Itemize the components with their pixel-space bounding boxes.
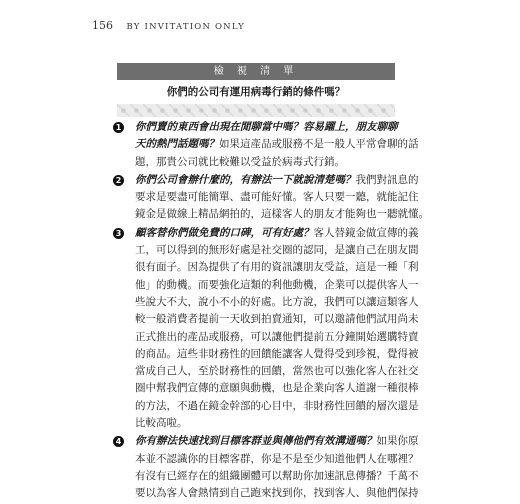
checklist-items [113, 119, 429, 504]
page-number: 156 [92, 19, 113, 32]
item-line [135, 277, 419, 294]
checklist-item [113, 172, 429, 224]
item-line [135, 225, 419, 242]
checklist-title-bar: 檢 視 清 單 [117, 63, 395, 80]
checklist-item [113, 225, 419, 433]
decorative-pattern-band [117, 104, 395, 117]
item-body-text: 較一般消費者提前一天收到拍賣通知，可以邀請他們試用尚未 [135, 313, 419, 326]
checklist-item [113, 119, 419, 171]
item-body-text: 的方法，不過在鏡金幹部的心目中，非財務性回饋的層次還是 [135, 399, 419, 412]
checklist-item [113, 433, 419, 502]
running-header [92, 19, 245, 32]
item-body-text: 本並不認識你的目標客群，你是不是至少知道他們人在哪裡？ [135, 452, 419, 465]
book-title: BY INVITATION ONLY [126, 22, 245, 32]
item-line [135, 398, 419, 415]
item-line [135, 119, 401, 136]
number-bullet: 3 [113, 228, 124, 239]
item-body-text: 如果你原 [376, 435, 419, 448]
item-line [135, 433, 419, 450]
item-body-text: 他」的動機。而要強化這類的利他動機，企業可以提供客人一 [135, 278, 419, 291]
item-body-text: 如果這產品或服務不是一般人平常會聊的話 [219, 138, 419, 151]
item-lead-question: 天的熱門話題嗎？ [135, 138, 219, 151]
item-line [135, 136, 419, 153]
item-body-text: 題，那貴公司就比較難以受益於病毒式行銷。 [135, 155, 345, 168]
number-bullet: 1 [113, 122, 124, 133]
item-body-text: 我們對訊息的 [355, 173, 419, 186]
item-body-text: 圈中幫我們宣傳的意願與動機，也是企業向客人道謝一種很棒 [135, 382, 419, 395]
item-line [135, 206, 429, 223]
item-body-text: 很有面子。因為提供了有用的資訊讓朋友受益，這是一種「利 [135, 261, 419, 274]
item-line [135, 294, 419, 311]
item-line [135, 311, 419, 328]
item-lead-question: 你們賣的東西會出現在閒聊當中嗎？容易躍上，朋友聊聊 [135, 121, 398, 133]
item-body-text: 正式推出的產品或服務，可以讓他們提前五分鐘開始選購特賣 [135, 330, 419, 343]
item-line [135, 468, 419, 485]
item-line [135, 154, 401, 171]
item-body-text: 比較高啦。 [135, 417, 188, 430]
item-line [135, 189, 419, 206]
item-body-text: 當成自己人，至於財務性的回饋，當然也可以強化客人在社交 [135, 365, 419, 378]
item-line [135, 259, 419, 276]
item-line [135, 346, 419, 363]
number-bullet: 4 [113, 436, 124, 447]
item-body-text: 鏡金是做線上精品網拍的，這樣客人的朋友才能夠也一聽就懂。 [135, 208, 429, 221]
checklist-question: 你們的公司有運用病毒行銷的條件嗎？ [166, 86, 346, 98]
item-lead-question: 顧客替你們做免費的口碑，可有好處？ [135, 226, 314, 239]
item-body-text: 工，可以得到的無形好處是社交圈的認同，是讓自己在朋友間 [135, 244, 419, 257]
item-line [135, 363, 419, 380]
item-body-text: 些說大不大，說小不小的好處。比方說，我們可以讓這類客人 [135, 295, 419, 308]
item-line [135, 485, 419, 502]
number-bullet: 2 [113, 175, 124, 186]
item-body-text: 要以為客人會熱情到自己跑來找到你，找到客人、與他們保持 [135, 487, 419, 500]
item-body-text: 有沒有已經存在的組織團體可以幫助你加速訊息傳播？千萬不 [135, 469, 419, 482]
item-body-text: 客人替鏡金做宣傳的義 [313, 226, 419, 239]
item-lead-question: 你有辦法快速找到目標客群並與傳他們有效溝通嗎？ [135, 435, 377, 448]
item-body-text: 要求是要盡可能簡單、盡可能好懂。客人只要一聽，就能記住 [135, 191, 419, 204]
item-lead-question: 你們公司會辦什麼的，有辦法一下就說清楚嗎？ [135, 173, 356, 186]
item-body-text: 的商品。這些非財務性的回饋能讓客人覺得受到珍視，覺得被 [135, 347, 419, 360]
item-line [135, 451, 419, 468]
item-line [135, 172, 419, 189]
item-line [135, 380, 419, 397]
item-line [135, 415, 401, 432]
item-line [135, 242, 419, 259]
item-line [135, 329, 419, 346]
